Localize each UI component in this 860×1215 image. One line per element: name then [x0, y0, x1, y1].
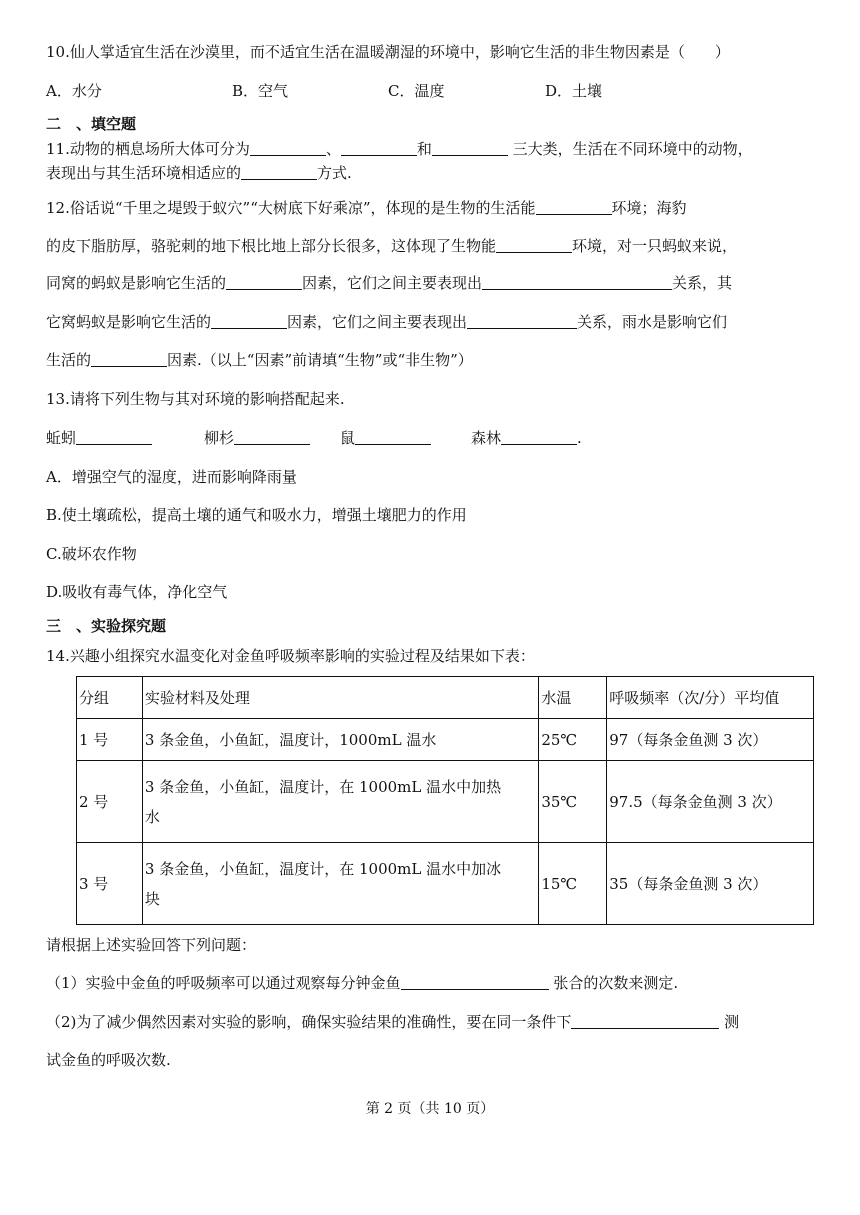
- cell-group: 2 号: [77, 761, 143, 843]
- q12-text: 关系，雨水是影响它们: [577, 313, 728, 331]
- q13-item-earthworm: [46, 428, 152, 448]
- q10-option-b: B．空气: [232, 82, 289, 100]
- cell-group: 3 号: [77, 843, 143, 925]
- q13-item-mouse: [340, 428, 431, 448]
- answer-blank: [211, 314, 287, 329]
- q12-text: 关系，其: [672, 274, 733, 292]
- table-row: [77, 761, 814, 843]
- q12-text: 同窝的蚂蚁是影响它生活的: [46, 274, 227, 292]
- cell-material-line: 水: [144, 807, 160, 826]
- answer-blank: [91, 352, 167, 367]
- cell-rate: 97.5（每条金鱼测 3 次）: [607, 761, 814, 843]
- answer-blank: [355, 430, 431, 445]
- q14-text: 张合的次数来测定.: [548, 974, 679, 992]
- cell-temp: 15℃: [539, 843, 607, 925]
- q10-option-c: C．温度: [388, 82, 445, 100]
- answer-blank: [250, 141, 326, 156]
- cell-temp: 35℃: [539, 761, 607, 843]
- q12-line-5: [46, 350, 473, 370]
- cell-material-line: 块: [144, 889, 160, 908]
- cell-rate: 97（每条金鱼测 3 次）: [607, 719, 814, 761]
- q12-text: 因素，它们之间主要表现出: [287, 313, 468, 331]
- answer-blank: [482, 275, 672, 290]
- q10-option-a: A．水分: [46, 82, 102, 100]
- answer-blank: [234, 430, 310, 445]
- q14-text: 测: [719, 1013, 740, 1031]
- q14-text: （1）实验中金鱼的呼吸频率可以通过观察每分钟金鱼: [46, 974, 401, 992]
- q13-item-label: 鼠: [340, 429, 356, 447]
- cell-material-line: 3 条金鱼，小鱼缸，温度计，在 1000mL 温水中加热: [144, 777, 502, 796]
- section-experiment-title: 三 、实验探究题: [46, 617, 167, 635]
- answer-blank: [226, 275, 302, 290]
- answer-blank: [501, 430, 577, 445]
- q13-end-mark: .: [577, 429, 582, 447]
- q13-option-c: C.破坏农作物: [46, 545, 137, 563]
- table-row: [77, 843, 814, 925]
- q11-text: 11.动物的栖息场所大体可分为: [46, 140, 250, 158]
- answer-blank: [467, 314, 577, 329]
- cell-material-line: 3 条金鱼，小鱼缸，温度计，在 1000mL 温水中加冰: [144, 859, 502, 878]
- answer-blank: [432, 141, 508, 156]
- table-header-row: [77, 677, 814, 719]
- q14-sub-2: [46, 1012, 739, 1032]
- q11-text: 三大类，生活在不同环境中的动物，: [507, 140, 753, 158]
- q14-stem: 14.兴趣小组探究水温变化对金鱼呼吸频率影响的实验过程及结果如下表：: [46, 647, 535, 665]
- answer-blank: [76, 430, 152, 445]
- q13-option-a: A．增强空气的湿度，进而影响降雨量: [46, 468, 297, 486]
- q13-stem: 13.请将下列生物与其对环境的影响搭配起来.: [46, 390, 345, 408]
- cell-group: 1 号: [77, 719, 143, 761]
- q14-sub-1: [46, 973, 678, 993]
- experiment-table: [76, 676, 814, 925]
- q12-line-3: [46, 273, 732, 293]
- q12-text: 它窝蚂蚁是影响它生活的: [46, 313, 212, 331]
- q12-text: 12.俗话说“千里之堤毁于蚁穴”“大树底下好乘凉”，体现的是生物的生活能: [46, 199, 536, 217]
- q13-item-label: 森林: [471, 429, 502, 447]
- q13-item-forest: [471, 428, 582, 448]
- q12-text: 因素.（以上“因素”前请填“生物”或“非生物”）: [167, 351, 473, 369]
- q11-text: 表现出与其生活环境相适应的: [46, 164, 242, 182]
- q13-item-label: 柳杉: [204, 429, 235, 447]
- q12-text: 生活的: [46, 351, 92, 369]
- q13-item-cedar: [204, 428, 310, 448]
- q11-line-1: [46, 139, 753, 159]
- answer-blank: [496, 238, 572, 253]
- answer-blank: [571, 1014, 719, 1029]
- cell-material: [142, 843, 538, 925]
- header-rate: 呼吸频率（次/分）平均值: [607, 677, 814, 719]
- q14-prompt: 请根据上述实验回答下列问题：: [46, 936, 257, 954]
- answer-blank: [341, 141, 417, 156]
- header-material: 实验材料及处理: [142, 677, 538, 719]
- q13-option-b: B.使土壤疏松，提高土壤的通气和吸水力，增强土壤肥力的作用: [46, 506, 467, 524]
- page-footer: 第 2 页（共 10 页）: [365, 1101, 495, 1117]
- answer-blank: [401, 975, 549, 990]
- q10-option-d: D．土壤: [545, 82, 603, 100]
- q12-line-1: [46, 198, 687, 218]
- q11-text: 方式.: [317, 164, 352, 182]
- cell-material: 3 条金鱼，小鱼缸，温度计，1000mL 温水: [142, 719, 538, 761]
- q12-text: 因素，它们之间主要表现出: [302, 274, 483, 292]
- q12-line-4: [46, 312, 727, 332]
- q12-text: 环境，对一只蚂蚁来说，: [572, 237, 738, 255]
- q11-text: 、: [325, 140, 341, 158]
- q12-line-2: [46, 236, 737, 256]
- section-fill-in-title: 二 、填空题: [46, 115, 137, 133]
- answer-blank: [536, 200, 612, 215]
- cell-temp: 25℃: [539, 719, 607, 761]
- q14-sub-2-cont: 试金鱼的呼吸次数.: [46, 1051, 171, 1069]
- q13-item-label: 蚯蚓: [46, 429, 77, 447]
- answer-blank: [241, 165, 317, 180]
- cell-material: [142, 761, 538, 843]
- table-row: [77, 719, 814, 761]
- q10-stem: 10.仙人掌适宜生活在沙漠里，而不适宜生活在温暖潮湿的环境中，影响它生活的非生物因素是（ ）: [46, 43, 730, 61]
- header-temp: 水温: [539, 677, 607, 719]
- q12-text: 环境；海豹: [611, 199, 687, 217]
- q11-line-2: [46, 163, 352, 183]
- q11-text: 和: [416, 140, 432, 158]
- q13-option-d: D.吸收有毒气体，净化空气: [46, 583, 228, 601]
- q14-text: （2)为了减少偶然因素对实验的影响，确保实验结果的准确性，要在同一条件下: [46, 1013, 572, 1031]
- cell-rate: 35（每条金鱼测 3 次）: [607, 843, 814, 925]
- header-group: 分组: [77, 677, 143, 719]
- q12-text: 的皮下脂肪厚，骆驼刺的地下根比地上部分长很多，这体现了生物能: [46, 237, 497, 255]
